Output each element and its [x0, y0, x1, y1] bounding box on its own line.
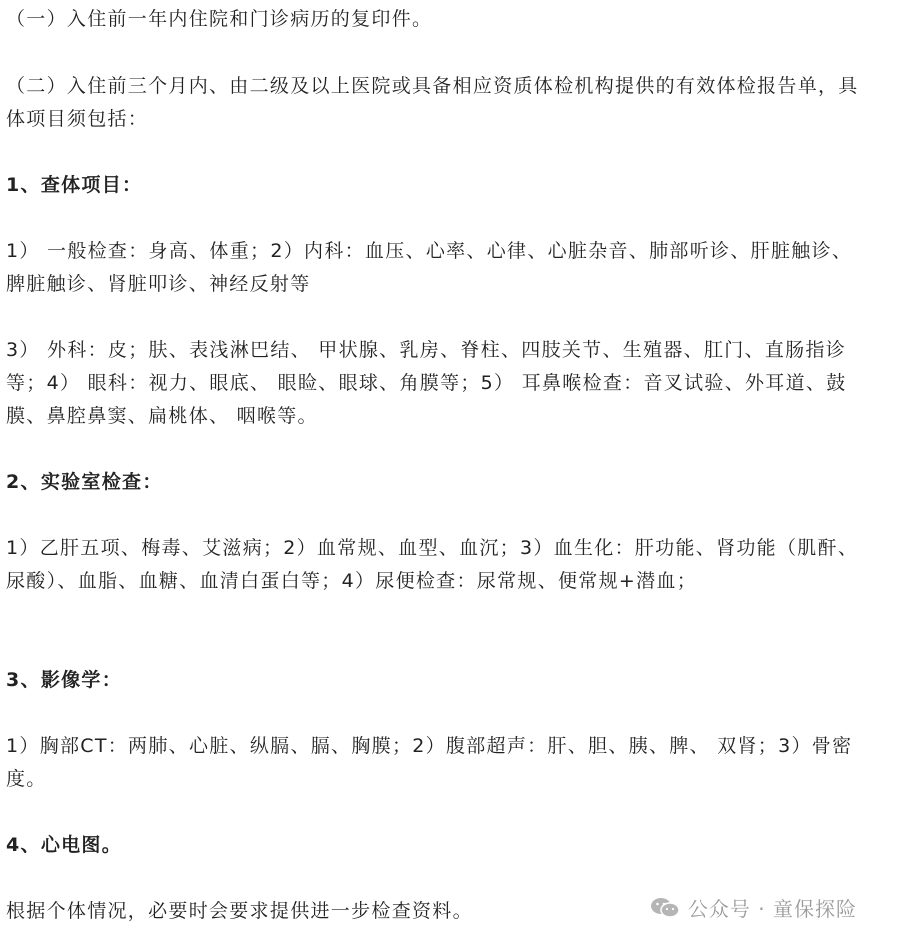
paragraph-medical-records: （一）入住前一年内住院和门诊病历的复印件。 — [6, 8, 433, 30]
watermark-text: 公众号 · 童保探险 — [687, 897, 857, 921]
paragraph-health-report: （二）入住前三个月内、由二级及以上医院或具备相应资质体检机构提供的有效体检报告单，具体项目须包括： — [6, 75, 859, 130]
paragraph-physical-exam-items: 1） 一般检查：身高、体重；2）内科：血压、心率、心律、心脏杂音、肺部听诊、肝脏触诊、脾脏触诊、肾脏叩诊、神经反射等 — [6, 240, 853, 295]
heading-ecg: 4、心电图。 — [6, 834, 123, 856]
wechat-watermark — [650, 893, 857, 922]
heading-physical-exam: 1、查体项目： — [6, 174, 143, 196]
paragraph-imaging-items: 1）胸部CT：两肺、心脏、纵膈、膈、胸膜；2）腹部超声：肝、胆、胰、脾、 双肾；3）骨密度。 — [6, 735, 853, 790]
paragraph-lab-test-items: 1）乙肝五项、梅毒、艾滋病；2）血常规、血型、血沉；3）血生化：肝功能、肾功能（肌酐、尿酸）、血脂、血糖、血清白蛋白等；4）尿便检查：尿常规、便常规+潜血； — [6, 537, 859, 592]
paragraph-surgical-eye-ent: 3） 外科：皮；肤、表浅淋巴结、 甲状腺、乳房、脊柱、四肢关节、生殖器、肛门、直肠指诊等；4） 眼科：视力、眼底、 眼睑、眼球、角膜等；5） 耳鼻喉检查：音叉试验、外耳道、鼓膜、鼻腔鼻窦、扁桃体、 咽喉等。 — [6, 339, 847, 427]
heading-imaging: 3、影像学： — [6, 669, 123, 691]
paragraph-additional-info: 根据个体情况，必要时会要求提供进一步检查资料。 — [6, 900, 473, 922]
heading-lab-tests: 2、实验室检查： — [6, 471, 163, 493]
wechat-icon — [650, 896, 680, 920]
